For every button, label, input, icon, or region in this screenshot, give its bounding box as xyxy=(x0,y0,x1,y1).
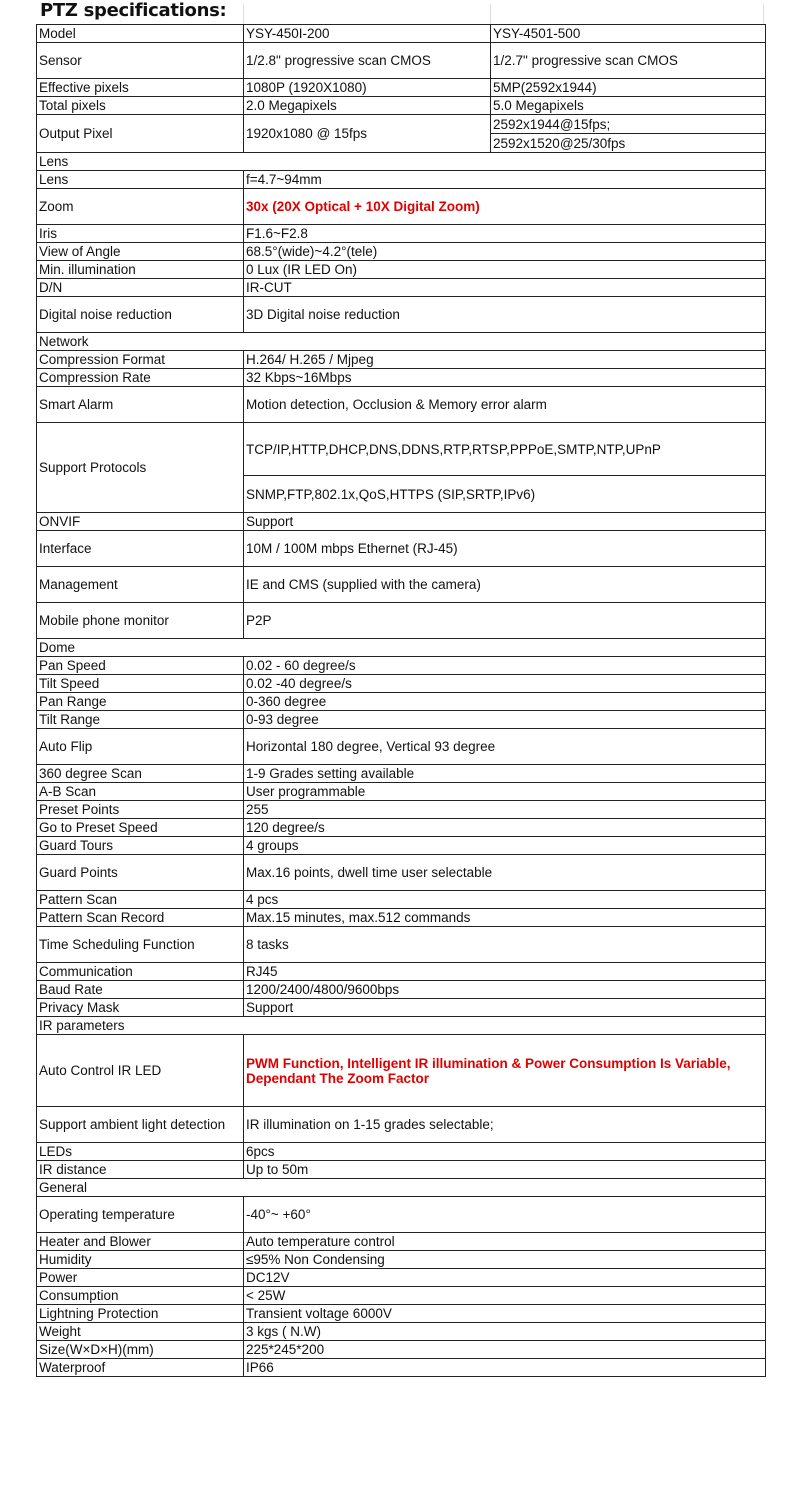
spec-value-model-1: 2.0 Megapixels xyxy=(244,97,491,115)
spec-row-d-n xyxy=(37,279,766,297)
sheet-gridline xyxy=(243,4,244,24)
spec-label: Privacy Mask xyxy=(37,999,244,1017)
spec-label: Waterproof xyxy=(37,1359,244,1377)
spec-row-360-degree-scan xyxy=(37,765,766,783)
spec-value-model-2: 2592x1944@15fps; xyxy=(491,115,766,134)
spec-row-smart-alarm xyxy=(37,387,766,423)
spec-label: Output Pixel xyxy=(37,115,244,153)
spec-value-model-2: 1/2.7" progressive scan CMOS xyxy=(491,43,766,79)
spec-row-humidity xyxy=(37,1251,766,1269)
spec-value-model-1: 1/2.8" progressive scan CMOS xyxy=(244,43,491,79)
spec-row-weight xyxy=(37,1323,766,1341)
spec-value: TCP/IP,HTTP,DHCP,DNS,DDNS,RTP,RTSP,PPPoE,SMTP,NTP,UPnP xyxy=(244,423,766,476)
spec-row-auto-control-ir-led xyxy=(37,1035,766,1107)
spec-label: Power xyxy=(37,1269,244,1287)
section-header: Lens xyxy=(37,153,766,171)
spec-row-support-protocols xyxy=(37,423,766,476)
sheet-gridline xyxy=(763,4,764,24)
section-header: Dome xyxy=(37,639,766,657)
section-row-network xyxy=(37,333,766,351)
spec-label: D/N xyxy=(37,279,244,297)
spec-value: PWM Function, Intelligent IR illumination & Power Consumption Is Variable, Dependant The Zoom Factor xyxy=(244,1035,766,1107)
sheet-gridline xyxy=(490,4,491,24)
spec-row-privacy-mask xyxy=(37,999,766,1017)
spec-value: Auto temperature control xyxy=(244,1233,766,1251)
spec-value: IR illumination on 1-15 grades selectable; xyxy=(244,1107,766,1143)
spec-row-baud-rate xyxy=(37,981,766,999)
spec-label: Pattern Scan Record xyxy=(37,909,244,927)
spec-value: -40°~ +60° xyxy=(244,1197,766,1233)
spec-row-zoom xyxy=(37,189,766,225)
spec-row-pattern-scan-record xyxy=(37,909,766,927)
spec-value: IR-CUT xyxy=(244,279,766,297)
spec-value-model-1: YSY-450I-200 xyxy=(244,25,491,43)
spec-value-model-2: 5.0 Megapixels xyxy=(491,97,766,115)
spec-value: SNMP,FTP,802.1x,QoS,HTTPS (SIP,SRTP,IPv6) xyxy=(244,476,766,513)
spec-value: 8 tasks xyxy=(244,927,766,963)
spec-value: 32 Kbps~16Mbps xyxy=(244,369,766,387)
spec-row-mobile-phone-monitor xyxy=(37,603,766,639)
spec-label: Weight xyxy=(37,1323,244,1341)
spec-value: 0 Lux (IR LED On) xyxy=(244,261,766,279)
spec-value: 30x (20X Optical + 10X Digital Zoom) xyxy=(244,189,766,225)
spec-value: 6pcs xyxy=(244,1143,766,1161)
spec-row-sensor xyxy=(37,43,766,79)
spec-label: Model xyxy=(37,25,244,43)
spec-label: Interface xyxy=(37,531,244,567)
spec-label: Preset Points xyxy=(37,801,244,819)
spec-value: Horizontal 180 degree, Vertical 93 degree xyxy=(244,729,766,765)
spec-label: LEDs xyxy=(37,1143,244,1161)
spec-label: Guard Tours xyxy=(37,837,244,855)
spec-label: ONVIF xyxy=(37,513,244,531)
spec-row-preset-points xyxy=(37,801,766,819)
spec-value: F1.6~F2.8 xyxy=(244,225,766,243)
spec-label: Iris xyxy=(37,225,244,243)
section-row-dome xyxy=(37,639,766,657)
spec-row-guard-tours xyxy=(37,837,766,855)
spec-row-support-ambient-light-detection xyxy=(37,1107,766,1143)
spec-row-view-of-angle xyxy=(37,243,766,261)
spec-value: Transient voltage 6000V xyxy=(244,1305,766,1323)
spec-label: Tilt Speed xyxy=(37,675,244,693)
spec-label: Auto Control IR LED xyxy=(37,1035,244,1107)
spec-value: H.264/ H.265 / Mjpeg xyxy=(244,351,766,369)
section-row-lens xyxy=(37,153,766,171)
spec-label: A-B Scan xyxy=(37,783,244,801)
spec-row-a-b-scan xyxy=(37,783,766,801)
spec-row-ir-distance xyxy=(37,1161,766,1179)
section-header: General xyxy=(37,1179,766,1197)
spec-value: RJ45 xyxy=(244,963,766,981)
spec-label: Guard Points xyxy=(37,855,244,891)
spec-row-heater-and-blower xyxy=(37,1233,766,1251)
spec-value: 1200/2400/4800/9600bps xyxy=(244,981,766,999)
spec-label: Sensor xyxy=(37,43,244,79)
spec-label: IR distance xyxy=(37,1161,244,1179)
spec-value-model-1: 1080P (1920X1080) xyxy=(244,79,491,97)
spec-value: 0.02 - 60 degree/s xyxy=(244,657,766,675)
spec-row-management xyxy=(37,567,766,603)
spec-row-pattern-scan xyxy=(37,891,766,909)
spec-value: 0.02 -40 degree/s xyxy=(244,675,766,693)
spec-value: 3D Digital noise reduction xyxy=(244,297,766,333)
spec-label: Operating temperature xyxy=(37,1197,244,1233)
spec-row-leds xyxy=(37,1143,766,1161)
spec-row-waterproof xyxy=(37,1359,766,1377)
spec-label: Lens xyxy=(37,171,244,189)
spec-row-tilt-range xyxy=(37,711,766,729)
spec-label: 360 degree Scan xyxy=(37,765,244,783)
spec-label: Min. illumination xyxy=(37,261,244,279)
spec-label: Time Scheduling Function xyxy=(37,927,244,963)
spec-label: Tilt Range xyxy=(37,711,244,729)
spec-value: Motion detection, Occlusion & Memory error alarm xyxy=(244,387,766,423)
spec-label: Compression Rate xyxy=(37,369,244,387)
spec-label: Digital noise reduction xyxy=(37,297,244,333)
spec-label: Management xyxy=(37,567,244,603)
spec-value: Support xyxy=(244,999,766,1017)
spec-label: Smart Alarm xyxy=(37,387,244,423)
spec-label: Size(W×D×H)(mm) xyxy=(37,1341,244,1359)
spec-label: Compression Format xyxy=(37,351,244,369)
spec-value: P2P xyxy=(244,603,766,639)
spec-value: f=4.7~94mm xyxy=(244,171,766,189)
spec-value: User programmable xyxy=(244,783,766,801)
spec-value: 120 degree/s xyxy=(244,819,766,837)
spec-row-go-to-preset-speed xyxy=(37,819,766,837)
spec-value: Up to 50m xyxy=(244,1161,766,1179)
spec-label: Communication xyxy=(37,963,244,981)
spec-row-effective-pixels xyxy=(37,79,766,97)
spec-value: IP66 xyxy=(244,1359,766,1377)
spec-value: IE and CMS (supplied with the camera) xyxy=(244,567,766,603)
spec-label: Mobile phone monitor xyxy=(37,603,244,639)
spec-table xyxy=(36,24,766,1377)
spec-label: Baud Rate xyxy=(37,981,244,999)
spec-label: Consumption xyxy=(37,1287,244,1305)
spec-label: Support ambient light detection xyxy=(37,1107,244,1143)
section-header: Network xyxy=(37,333,766,351)
spec-value: 68.5°(wide)~4.2°(tele) xyxy=(244,243,766,261)
spec-label: Effective pixels xyxy=(37,79,244,97)
spec-label: Lightning Protection xyxy=(37,1305,244,1323)
spec-value: 3 kgs ( N.W) xyxy=(244,1323,766,1341)
spec-row-iris xyxy=(37,225,766,243)
spec-value: 0-360 degree xyxy=(244,693,766,711)
spec-row-guard-points xyxy=(37,855,766,891)
spec-label: Pan Speed xyxy=(37,657,244,675)
spec-value: Max.15 minutes, max.512 commands xyxy=(244,909,766,927)
spec-label: Humidity xyxy=(37,1251,244,1269)
spec-row-total-pixels xyxy=(37,97,766,115)
section-row-ir-parameters xyxy=(37,1017,766,1035)
spec-label: Support Protocols xyxy=(37,423,244,513)
spec-value: 255 xyxy=(244,801,766,819)
spec-value: ≤95% Non Condensing xyxy=(244,1251,766,1269)
spec-row-auto-flip xyxy=(37,729,766,765)
spec-value: 4 groups xyxy=(244,837,766,855)
spec-value-model-2: 5MP(2592x1944) xyxy=(491,79,766,97)
spec-value: 225*245*200 xyxy=(244,1341,766,1359)
spec-row-min-illumination xyxy=(37,261,766,279)
spec-row-interface xyxy=(37,531,766,567)
spec-row-output-pixel xyxy=(37,115,766,134)
spec-value: Support xyxy=(244,513,766,531)
spec-row-communication xyxy=(37,963,766,981)
spec-value: 1-9 Grades setting available xyxy=(244,765,766,783)
spec-row-time-scheduling-function xyxy=(37,927,766,963)
spec-row-digital-noise-reduction xyxy=(37,297,766,333)
spec-label: Heater and Blower xyxy=(37,1233,244,1251)
spec-row-operating-temperature xyxy=(37,1197,766,1233)
spec-value-model-2: YSY-4501-500 xyxy=(491,25,766,43)
spec-value: 10M / 100M mbps Ethernet (RJ-45) xyxy=(244,531,766,567)
spec-label: View of Angle xyxy=(37,243,244,261)
spec-row-pan-range xyxy=(37,693,766,711)
spec-value-model-2: 2592x1520@25/30fps xyxy=(491,134,766,153)
spec-row-tilt-speed xyxy=(37,675,766,693)
spec-value: 0-93 degree xyxy=(244,711,766,729)
page-title: PTZ specifications: xyxy=(40,0,227,21)
spec-label: Auto Flip xyxy=(37,729,244,765)
spec-row-consumption xyxy=(37,1287,766,1305)
spec-row-pan-speed xyxy=(37,657,766,675)
spec-label: Pan Range xyxy=(37,693,244,711)
section-row-general xyxy=(37,1179,766,1197)
section-header: IR parameters xyxy=(37,1017,766,1035)
spec-row-lens xyxy=(37,171,766,189)
spec-row-lightning-protection xyxy=(37,1305,766,1323)
spec-row-compression-format xyxy=(37,351,766,369)
spec-label: Go to Preset Speed xyxy=(37,819,244,837)
spec-label: Pattern Scan xyxy=(37,891,244,909)
spec-row-onvif xyxy=(37,513,766,531)
spec-label: Total pixels xyxy=(37,97,244,115)
spec-row-model xyxy=(37,25,766,43)
spec-value: DC12V xyxy=(244,1269,766,1287)
spec-label: Zoom xyxy=(37,189,244,225)
spec-value-model-1: 1920x1080 @ 15fps xyxy=(244,115,491,153)
spec-value: Max.16 points, dwell time user selectable xyxy=(244,855,766,891)
spec-row-compression-rate xyxy=(37,369,766,387)
spec-value: < 25W xyxy=(244,1287,766,1305)
spec-row-size-w-d-h-mm xyxy=(37,1341,766,1359)
spec-row-power xyxy=(37,1269,766,1287)
spec-value: 4 pcs xyxy=(244,891,766,909)
